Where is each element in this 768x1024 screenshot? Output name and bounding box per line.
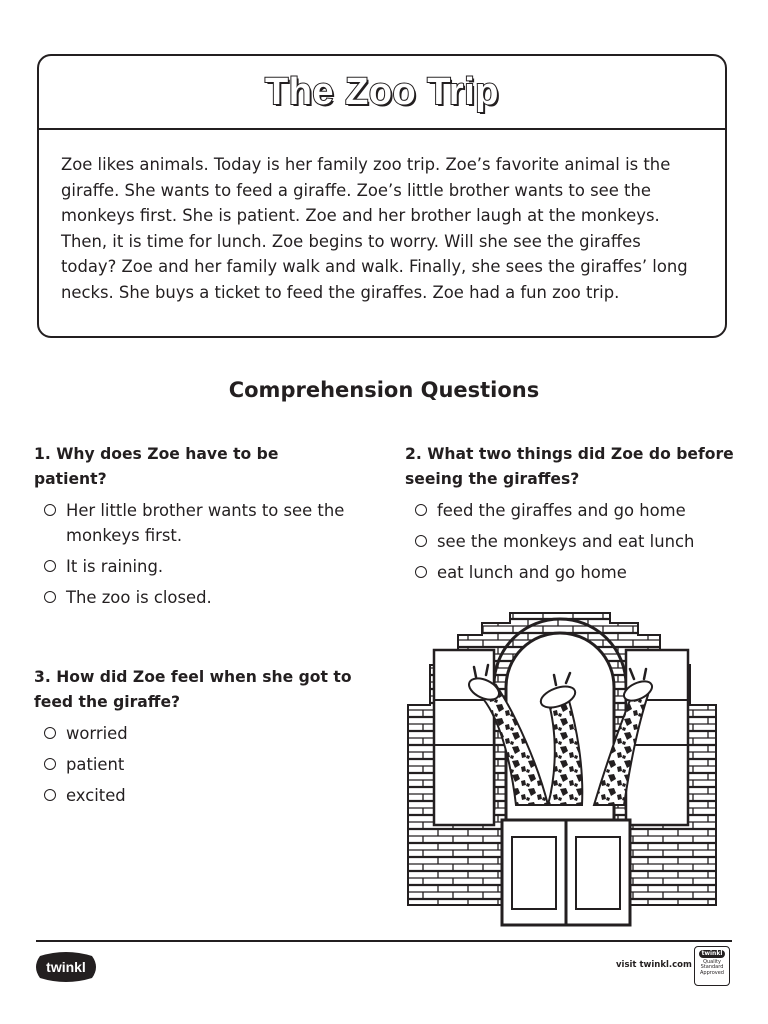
answer-option[interactable]	[405, 498, 735, 523]
page-title: The Zoo Trip	[265, 70, 499, 113]
radio-circle-icon[interactable]	[44, 758, 56, 770]
story-text: Zoe likes animals. Today is her family zoo trip. Zoe’s favorite animal is the giraffe. She wants to feed a giraffe. Zoe’s little brother wants to see the monkeys first. She is patient. Zoe and her brother laugh at the monkeys. Then, it is time for lunch. Zoe begins to worry. Will she see the giraffes today? Zoe and her family walk and walk. Finally, she sees the giraffes’ long necks. She buys a ticket to feed the giraffes. Zoe had a fun zoo trip.	[61, 155, 688, 302]
radio-circle-icon[interactable]	[415, 535, 427, 547]
badge-text: Quality Standard Approved	[700, 958, 724, 976]
question-2	[405, 442, 735, 585]
option-label: Her little brother wants to see the monkeys first.	[66, 501, 345, 545]
answer-option[interactable]	[405, 560, 735, 585]
radio-circle-icon[interactable]	[44, 504, 56, 516]
option-label: feed the giraffes and go home	[437, 501, 686, 520]
section-title: Comprehension Questions	[228, 378, 540, 402]
footer-divider	[36, 940, 732, 942]
twinkl-logo[interactable]	[34, 950, 98, 984]
answer-option[interactable]	[34, 554, 354, 579]
answer-option[interactable]	[34, 721, 354, 746]
giraffe-archway-illustration	[398, 605, 723, 927]
option-label: worried	[66, 724, 128, 743]
question-text: 1. Why does Zoe have to be patient?	[34, 445, 279, 488]
story-box	[37, 54, 727, 338]
option-label: patient	[66, 755, 125, 774]
radio-circle-icon[interactable]	[44, 560, 56, 572]
radio-circle-icon[interactable]	[415, 504, 427, 516]
answer-option[interactable]	[34, 752, 354, 777]
option-label: excited	[66, 786, 126, 805]
question-text: 2. What two things did Zoe do before seeing the giraffes?	[405, 445, 734, 488]
answer-option[interactable]	[34, 783, 354, 808]
question-1	[34, 442, 354, 610]
logo-text: twinkl	[46, 959, 86, 975]
option-label: It is raining.	[66, 557, 164, 576]
radio-circle-icon[interactable]	[44, 591, 56, 603]
badge-logo: twinkl	[699, 950, 726, 958]
answer-option[interactable]	[34, 498, 354, 548]
option-label: The zoo is closed.	[66, 588, 212, 607]
answer-option[interactable]	[34, 585, 354, 610]
option-label: see the monkeys and eat lunch	[437, 532, 695, 551]
question-3	[34, 665, 354, 808]
radio-circle-icon[interactable]	[44, 727, 56, 739]
option-label: eat lunch and go home	[437, 563, 627, 582]
visit-link[interactable]: visit twinkl.com	[616, 960, 692, 970]
question-text: 3. How did Zoe feel when she got to feed the giraffe?	[34, 668, 352, 711]
radio-circle-icon[interactable]	[44, 789, 56, 801]
quality-badge	[694, 946, 730, 986]
answer-option[interactable]	[405, 529, 735, 554]
radio-circle-icon[interactable]	[415, 566, 427, 578]
title-band	[39, 56, 725, 130]
